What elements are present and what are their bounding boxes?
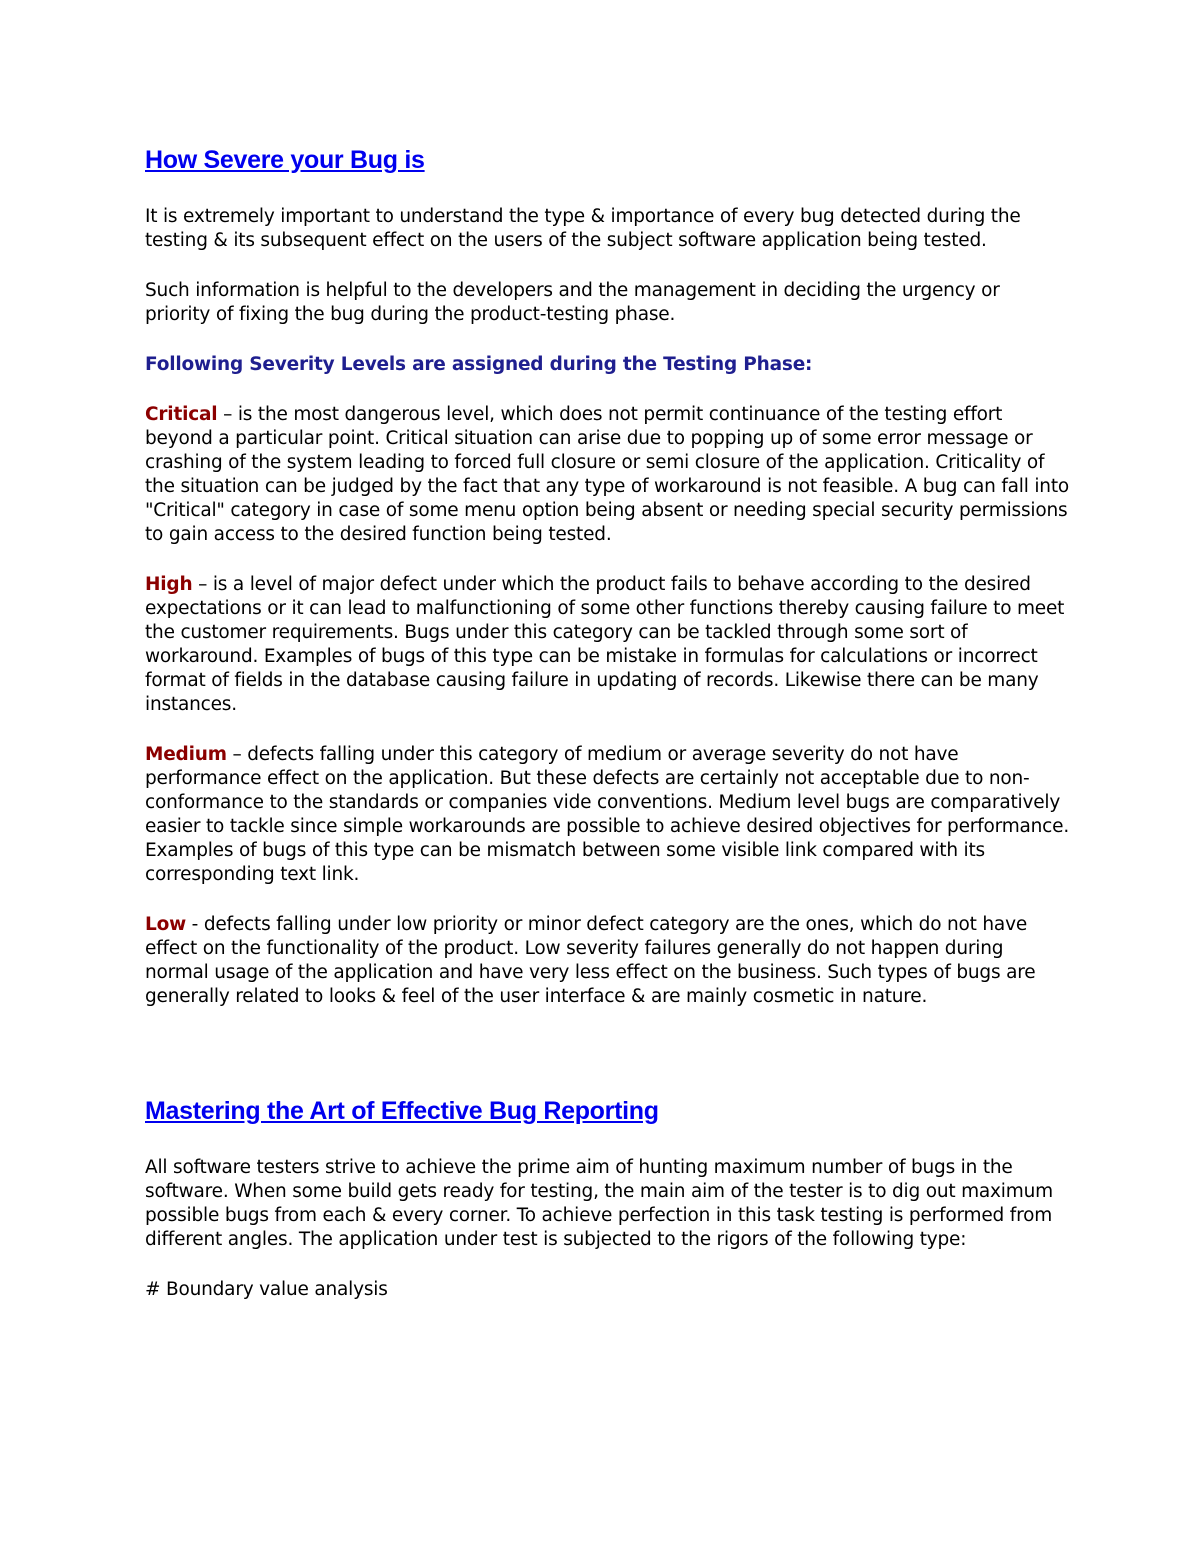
severity-term-high: High — [145, 574, 193, 595]
list-item-boundary-value: # Boundary value analysis — [145, 1279, 388, 1300]
severity-low-paragraph — [145, 913, 1070, 1009]
intro-paragraph: It is extremely important to understand the type & importance of every bug detected during the testing & its subsequent effect on the users of the subject software application being tested. — [145, 206, 1021, 251]
bug-reporting-intro-paragraph: All software testers strive to achieve the prime aim of hunting maximum number of bugs in the software. When some build gets ready for testing, the main aim of the tester is to dig out maximum possible bugs from each & every corner. To achieve perfection in this task testing is performed from different angles. The application under test is subjected to the rigors of the following type: — [145, 1157, 1053, 1250]
heading-bug-reporting-link[interactable]: Mastering the Art of Effective Bug Reporting — [145, 1097, 659, 1125]
severity-critical-paragraph — [145, 403, 1070, 547]
severity-text-low: - defects falling under low priority or minor defect category are the ones, which do not have effect on the functionality of the product. Low severity failures generally do not happen during normal usage of the application and have very less effect on the business. Such types of bugs are generally related to looks & feel of the user interface & are mainly cosmetic in nature. — [145, 914, 1036, 1007]
severity-text-high: – is a level of major defect under which the product fails to behave according to the desired expectations or it can lead to malfunctioning of some other functions thereby causing failure to meet the customer requirements. Bugs under this category can be tackled through some sort of workaround. Examples of bugs of this type can be mistake in formulas for calculations or incorrect format of fields in the database causing failure in updating of records. Likewise there can be many instances. — [145, 574, 1065, 715]
severity-text-medium: – defects falling under this category of medium or average severity do not have performance effect on the application. But these defects are certainly not acceptable due to non-conformance to the standards or companies vide conventions. Medium level bugs are comparatively easier to tackle since simple workarounds are possible to achieve desired objectives for performance. Examples of bugs of this type can be mismatch between some visible link compared with its corresponding text link. — [145, 744, 1070, 885]
info-paragraph: Such information is helpful to the developers and the management in deciding the urgency or priority of fixing the bug during the product-testing phase. — [145, 280, 1000, 325]
document-body — [145, 145, 1070, 1328]
severity-term-low: Low — [145, 914, 186, 935]
severity-levels-subheading: Following Severity Levels are assigned during the Testing Phase: — [145, 354, 813, 375]
severity-text-critical: – is the most dangerous level, which does not permit continuance of the testing effort beyond a particular point. Critical situation can arise due to popping up of some error message or crashing of the system leading to forced full closure or semi closure of the application. Criticality of the situation can be judged by the fact that any type of workaround is not feasible. A bug can fall into "Critical" category in case of some menu option being absent or needing special security permissions to gain access to the desired function being tested. — [145, 404, 1069, 545]
severity-term-critical: Critical — [145, 404, 218, 425]
severity-term-medium: Medium — [145, 744, 227, 765]
severity-medium-paragraph — [145, 743, 1070, 887]
severity-high-paragraph — [145, 573, 1070, 717]
heading-bug-severity-link[interactable]: How Severe your Bug is — [145, 146, 425, 174]
